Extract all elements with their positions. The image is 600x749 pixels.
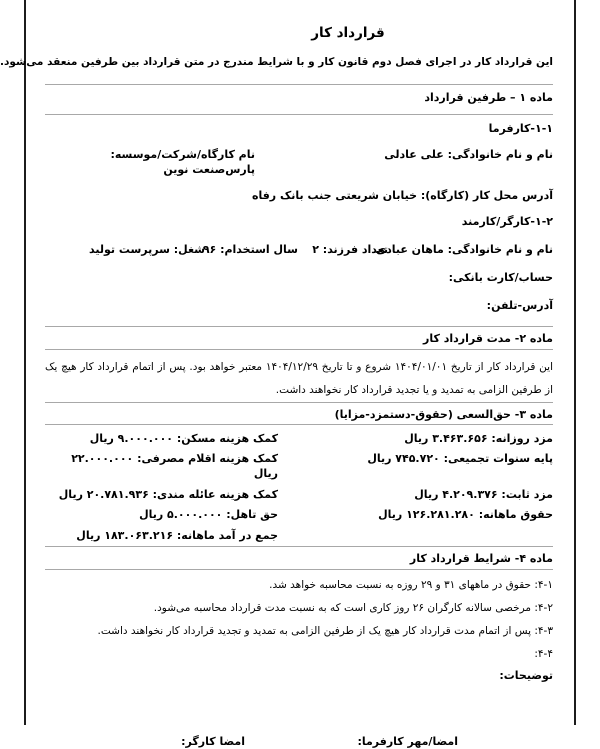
employer-info-row bbox=[45, 147, 553, 177]
salary-row bbox=[45, 507, 553, 522]
employer-address: آدرس محل کار (کارگاه): خیابان شریعتی جنب بانک رفاه bbox=[251, 189, 553, 202]
page-border-right bbox=[574, 0, 576, 725]
employee-children: تعداد فرزند: ۲ bbox=[312, 243, 388, 256]
section-divider bbox=[45, 569, 553, 570]
employer-name: نام و نام خانوادگی: علی عادلی bbox=[384, 148, 553, 161]
contract-title: قرارداد کار bbox=[311, 25, 385, 41]
salary-empty-cell bbox=[278, 528, 553, 543]
employee-section-heading: ۱-۲-کارگر/کارمند bbox=[461, 215, 553, 228]
section-divider bbox=[45, 84, 553, 85]
article2-heading: ماده ۲- مدت قرارداد کار bbox=[423, 332, 553, 345]
employer-company: نام کارگاه/شرکت/موسسه: پارس‌صنعت نوین bbox=[110, 148, 255, 176]
article4-heading: ماده ۴- شرایط قرارداد کار bbox=[409, 551, 553, 565]
notes-label: توضیحات: bbox=[499, 668, 553, 682]
salary-family-allowance: کمک هزینه عائله مندی: ۲۰.۷۸۱.۹۳۶ ریال bbox=[58, 487, 278, 501]
article1-heading: ماده ۱ – طرفین قرارداد bbox=[424, 91, 553, 104]
section-divider bbox=[45, 546, 553, 547]
salary-row bbox=[45, 451, 553, 481]
contract-subtitle: این قرارداد کار در اجرای فصل دوم قانون کار و با شرایط مندرج در متن قرارداد بین طرفین منعقد می‌شود. bbox=[0, 56, 553, 68]
section-divider bbox=[45, 402, 553, 403]
salary-monthly-salary: حقوق ماهانه: ۱۲۶.۲۸۱.۲۸۰ ریال bbox=[378, 508, 553, 521]
employee-hire-year: سال استخدام: ۹۶ bbox=[202, 243, 298, 256]
salary-row bbox=[45, 528, 553, 543]
salary-fixed-wage: مزد ثابت: ۴.۲۰۹.۳۷۶ ریال bbox=[414, 487, 553, 501]
contract-condition-item-3: ۴-۳: پس از اتمام مدت قرارداد کار هیچ یک از طرفین الزامی به تمدید و تجدید قرارداد کار نخواهند داشت. bbox=[97, 624, 553, 637]
salary-row bbox=[45, 431, 553, 446]
salary-housing-allowance: کمک هزینه مسکن: ۹.۰۰۰.۰۰۰ ریال bbox=[89, 431, 278, 445]
salary-daily-wage: مزد روزانه: ۳.۴۶۳.۶۵۶ ریال bbox=[404, 431, 553, 445]
employee-name: نام و نام خانوادگی: ماهان عبادی bbox=[375, 243, 553, 256]
employer-signature-label: امضا/مهر کارفرما: bbox=[357, 734, 458, 748]
section-divider bbox=[45, 326, 553, 327]
salary-total-monthly-income: جمع در آمد ماهانه: ۱۸۳.۰۶۳.۲۱۶ ریال bbox=[76, 528, 278, 542]
worker-signature-label: امضا کارگر: bbox=[181, 734, 245, 748]
contract-condition-item-4: ۴-۴: bbox=[534, 647, 553, 660]
article3-heading: ماده ۳- حق‌السعی (حقوق-دستمزد-مزایا) bbox=[334, 408, 553, 421]
page-border-left bbox=[24, 0, 26, 725]
employee-bank-account: حساب/کارت بانکی: bbox=[448, 271, 553, 284]
employee-info-row bbox=[45, 242, 553, 257]
salary-consumables-allowance: کمک هزینه اقلام مصرفی: ۲۲.۰۰۰.۰۰۰ ریال bbox=[71, 452, 278, 480]
section-divider bbox=[45, 349, 553, 350]
article2-body: این قرارداد کار از تاریخ ۱۴۰۴/۰۱/۰۱ شروع و تا تاریخ ۱۴۰۴/۱۲/۲۹ معتبر خواهد بود. پس از اتمام قرارداد کار هیچ یک از طرفین الزامی به تمدید و یا تجدید قرارداد کار نخواهند داشت. bbox=[45, 361, 553, 396]
salary-marriage-allowance: حق تاهل: ۵.۰۰۰.۰۰۰ ریال bbox=[139, 508, 278, 521]
employer-section-heading: ۱-۱-کارفرما bbox=[488, 122, 553, 135]
salary-row bbox=[45, 487, 553, 502]
employee-job: شغل: سرپرست تولید bbox=[89, 243, 205, 256]
section-divider bbox=[45, 114, 553, 115]
section-divider bbox=[45, 424, 553, 425]
signature-row bbox=[45, 734, 553, 749]
salary-seniority-base: پایه سنوات تجمیعی: ۷۴۵.۷۲۰ ریال bbox=[367, 452, 553, 465]
contract-condition-item-1: ۴-۱: حقوق در ماههای ۳۱ و ۲۹ روزه به نسبت محاسبه خواهد شد. bbox=[269, 578, 553, 591]
employee-address-phone: آدرس-تلفن: bbox=[486, 299, 553, 312]
contract-condition-item-2: ۴-۲: مرخصی سالانه کارگران ۲۶ روز کاری است که به نسبت مدت قرارداد محاسبه می‌شود. bbox=[153, 601, 553, 614]
